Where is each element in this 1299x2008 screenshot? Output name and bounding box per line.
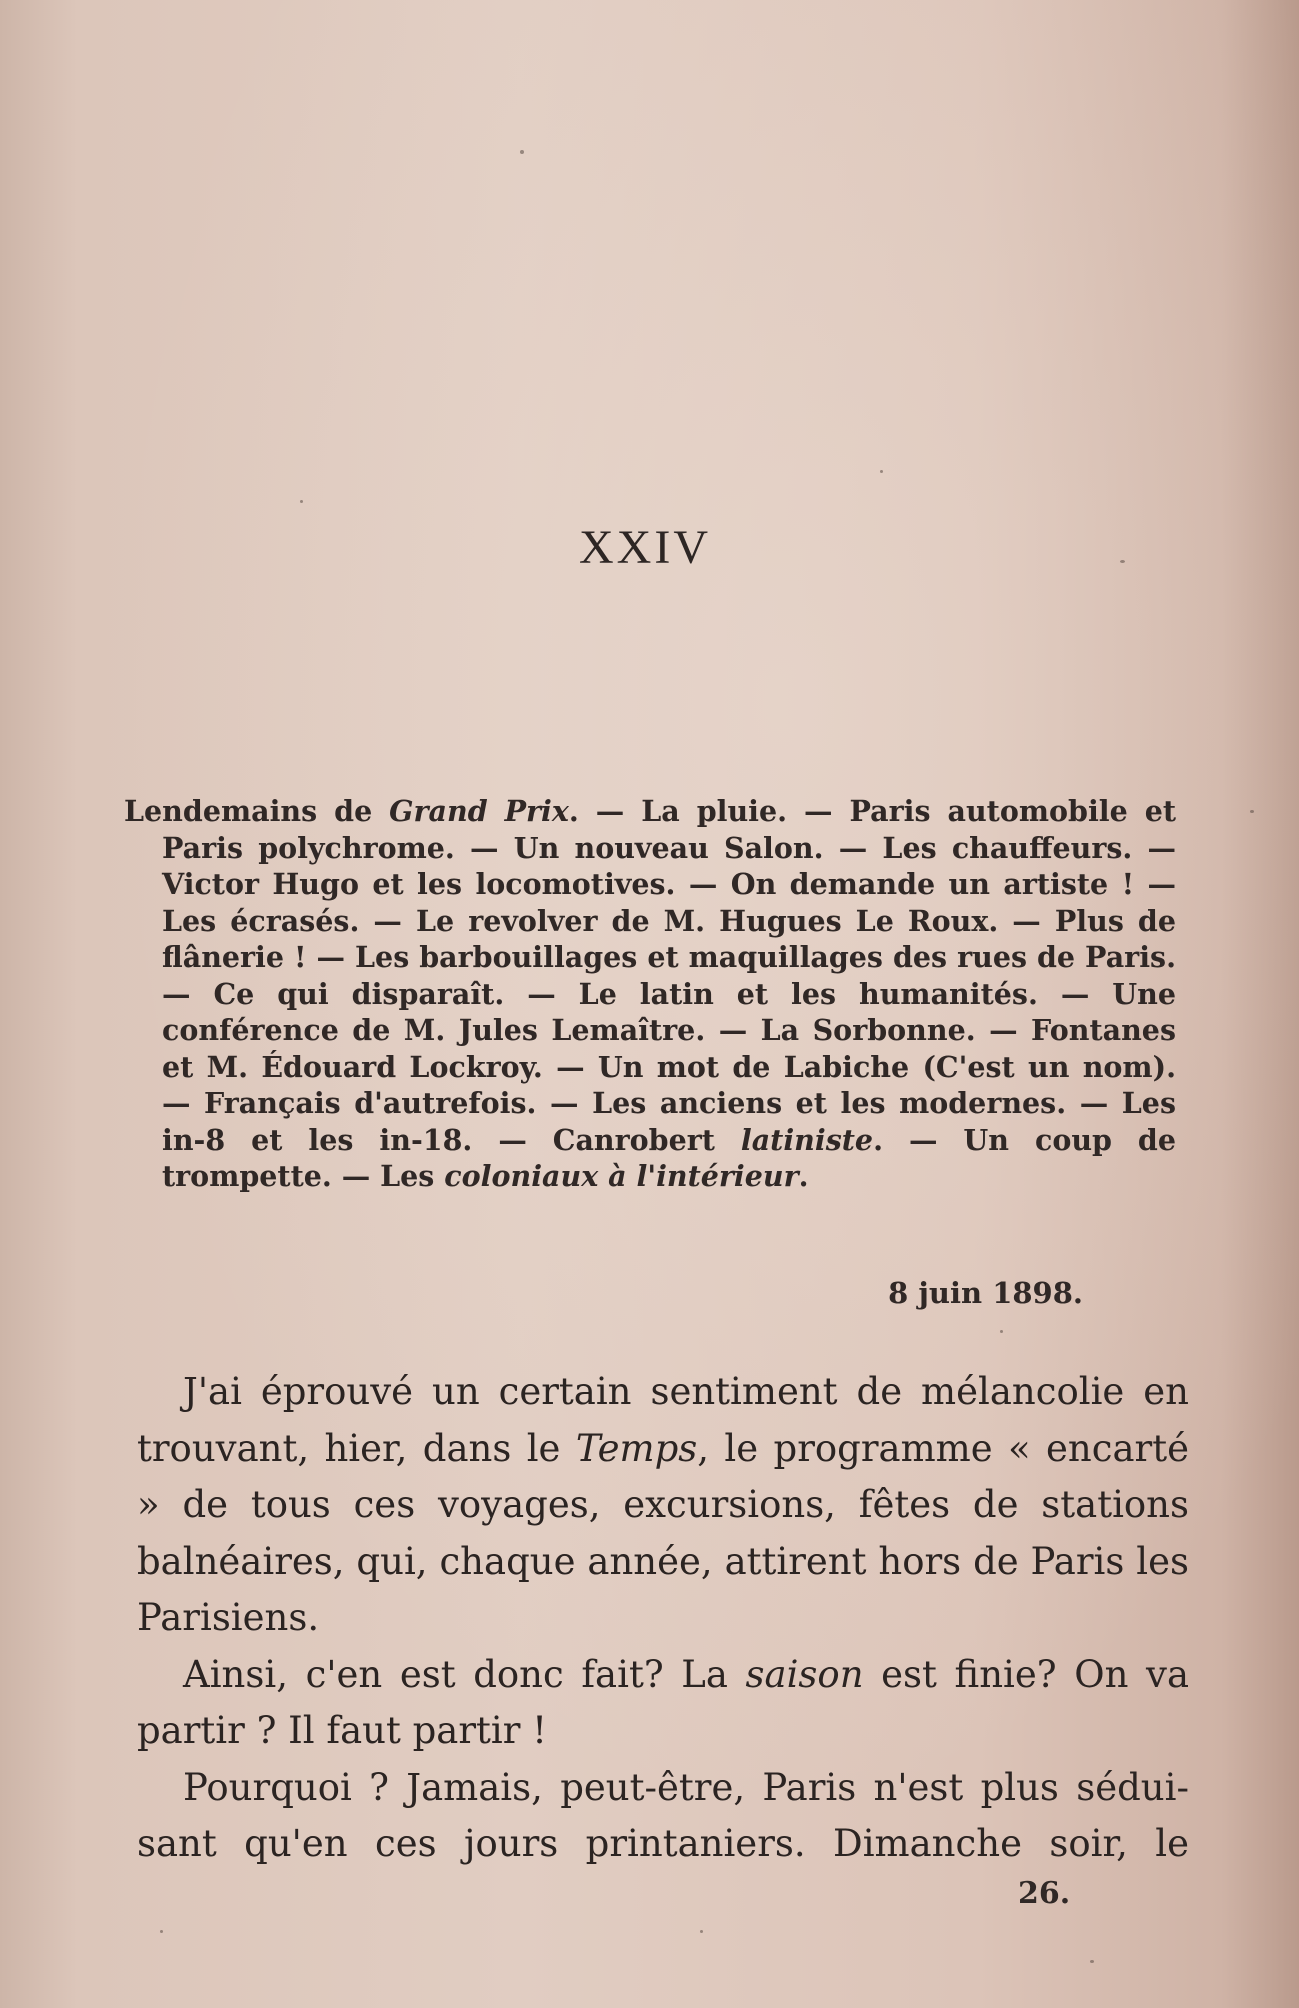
page-number: 26. (1018, 1876, 1071, 1911)
text-run: J'ai éprouvé un certain sentiment de mélancolie en trouvant, hier, dans le (137, 1370, 1189, 1470)
body-paragraph (137, 1647, 1189, 1760)
italic-text: Temps (575, 1426, 698, 1470)
text-run: , le programme « encarté » de tous ces voyages, excursions, fêtes de stations balnéaires, qui, chaque année, attirent hors de Paris les Parisiens. (137, 1426, 1189, 1639)
text-run: Ainsi, c'en est donc fait? La (183, 1652, 746, 1696)
text-run: . — La pluie. — Paris automobile et Paris polychrome. — Un nouveau Salon. — Les chauffeurs. — Victor Hugo et les locomotives. — On demande un artiste ! — Les écrasés. — Le revolver de M. Hugues Le Roux. — Plus de flânerie ! — Les barbouillages et maquillages des rues de Paris. — Ce qui disparaît. — Le latin et les humanités. — Une conférence de M. Jules Lemaître. — La Sorbonne. — Fontanes et M. Édouard Lockroy. — Un mot de Labiche (C'est un nom). — Français d'autrefois. — Les anciens et les modernes. — Les in-8 et les in-18. — Canrobert (162, 794, 1176, 1157)
italic-text: latiniste (740, 1122, 874, 1157)
entry-date: 8 juin 1898. (888, 1276, 1083, 1310)
paper-speck (160, 1930, 163, 1933)
body-paragraph (137, 1364, 1189, 1647)
paper-speck (1000, 1330, 1003, 1333)
italic-text: saison (745, 1652, 864, 1696)
body-text (137, 1364, 1189, 1873)
text-run: est finie? On va partir ? Il faut partir ! (137, 1652, 1189, 1752)
text-run: . (798, 1159, 809, 1193)
chapter-summary (124, 793, 1176, 1195)
text-run: Pourquoi ? Jamais, peut-être, Paris n'est plus séduisant qu'en ces jours printaniers. Dimanche soir, le (137, 1765, 1189, 1865)
italic-text: Grand Prix (389, 794, 569, 828)
paper-speck (700, 1930, 703, 1933)
body-paragraph (137, 1760, 1189, 1873)
text-run: . — Un coup de trompette. — Les (162, 1122, 1176, 1193)
paper-speck (300, 500, 303, 503)
paper-speck (1090, 1960, 1094, 1963)
paper-speck (1250, 810, 1254, 813)
paper-speck (1120, 560, 1125, 563)
text-run: Lendemains de (124, 794, 390, 828)
paper-speck (880, 470, 883, 473)
chapter-number: XXIV (579, 521, 711, 574)
italic-text: coloniaux à l'intérieur (444, 1159, 799, 1193)
paper-speck (520, 150, 524, 154)
